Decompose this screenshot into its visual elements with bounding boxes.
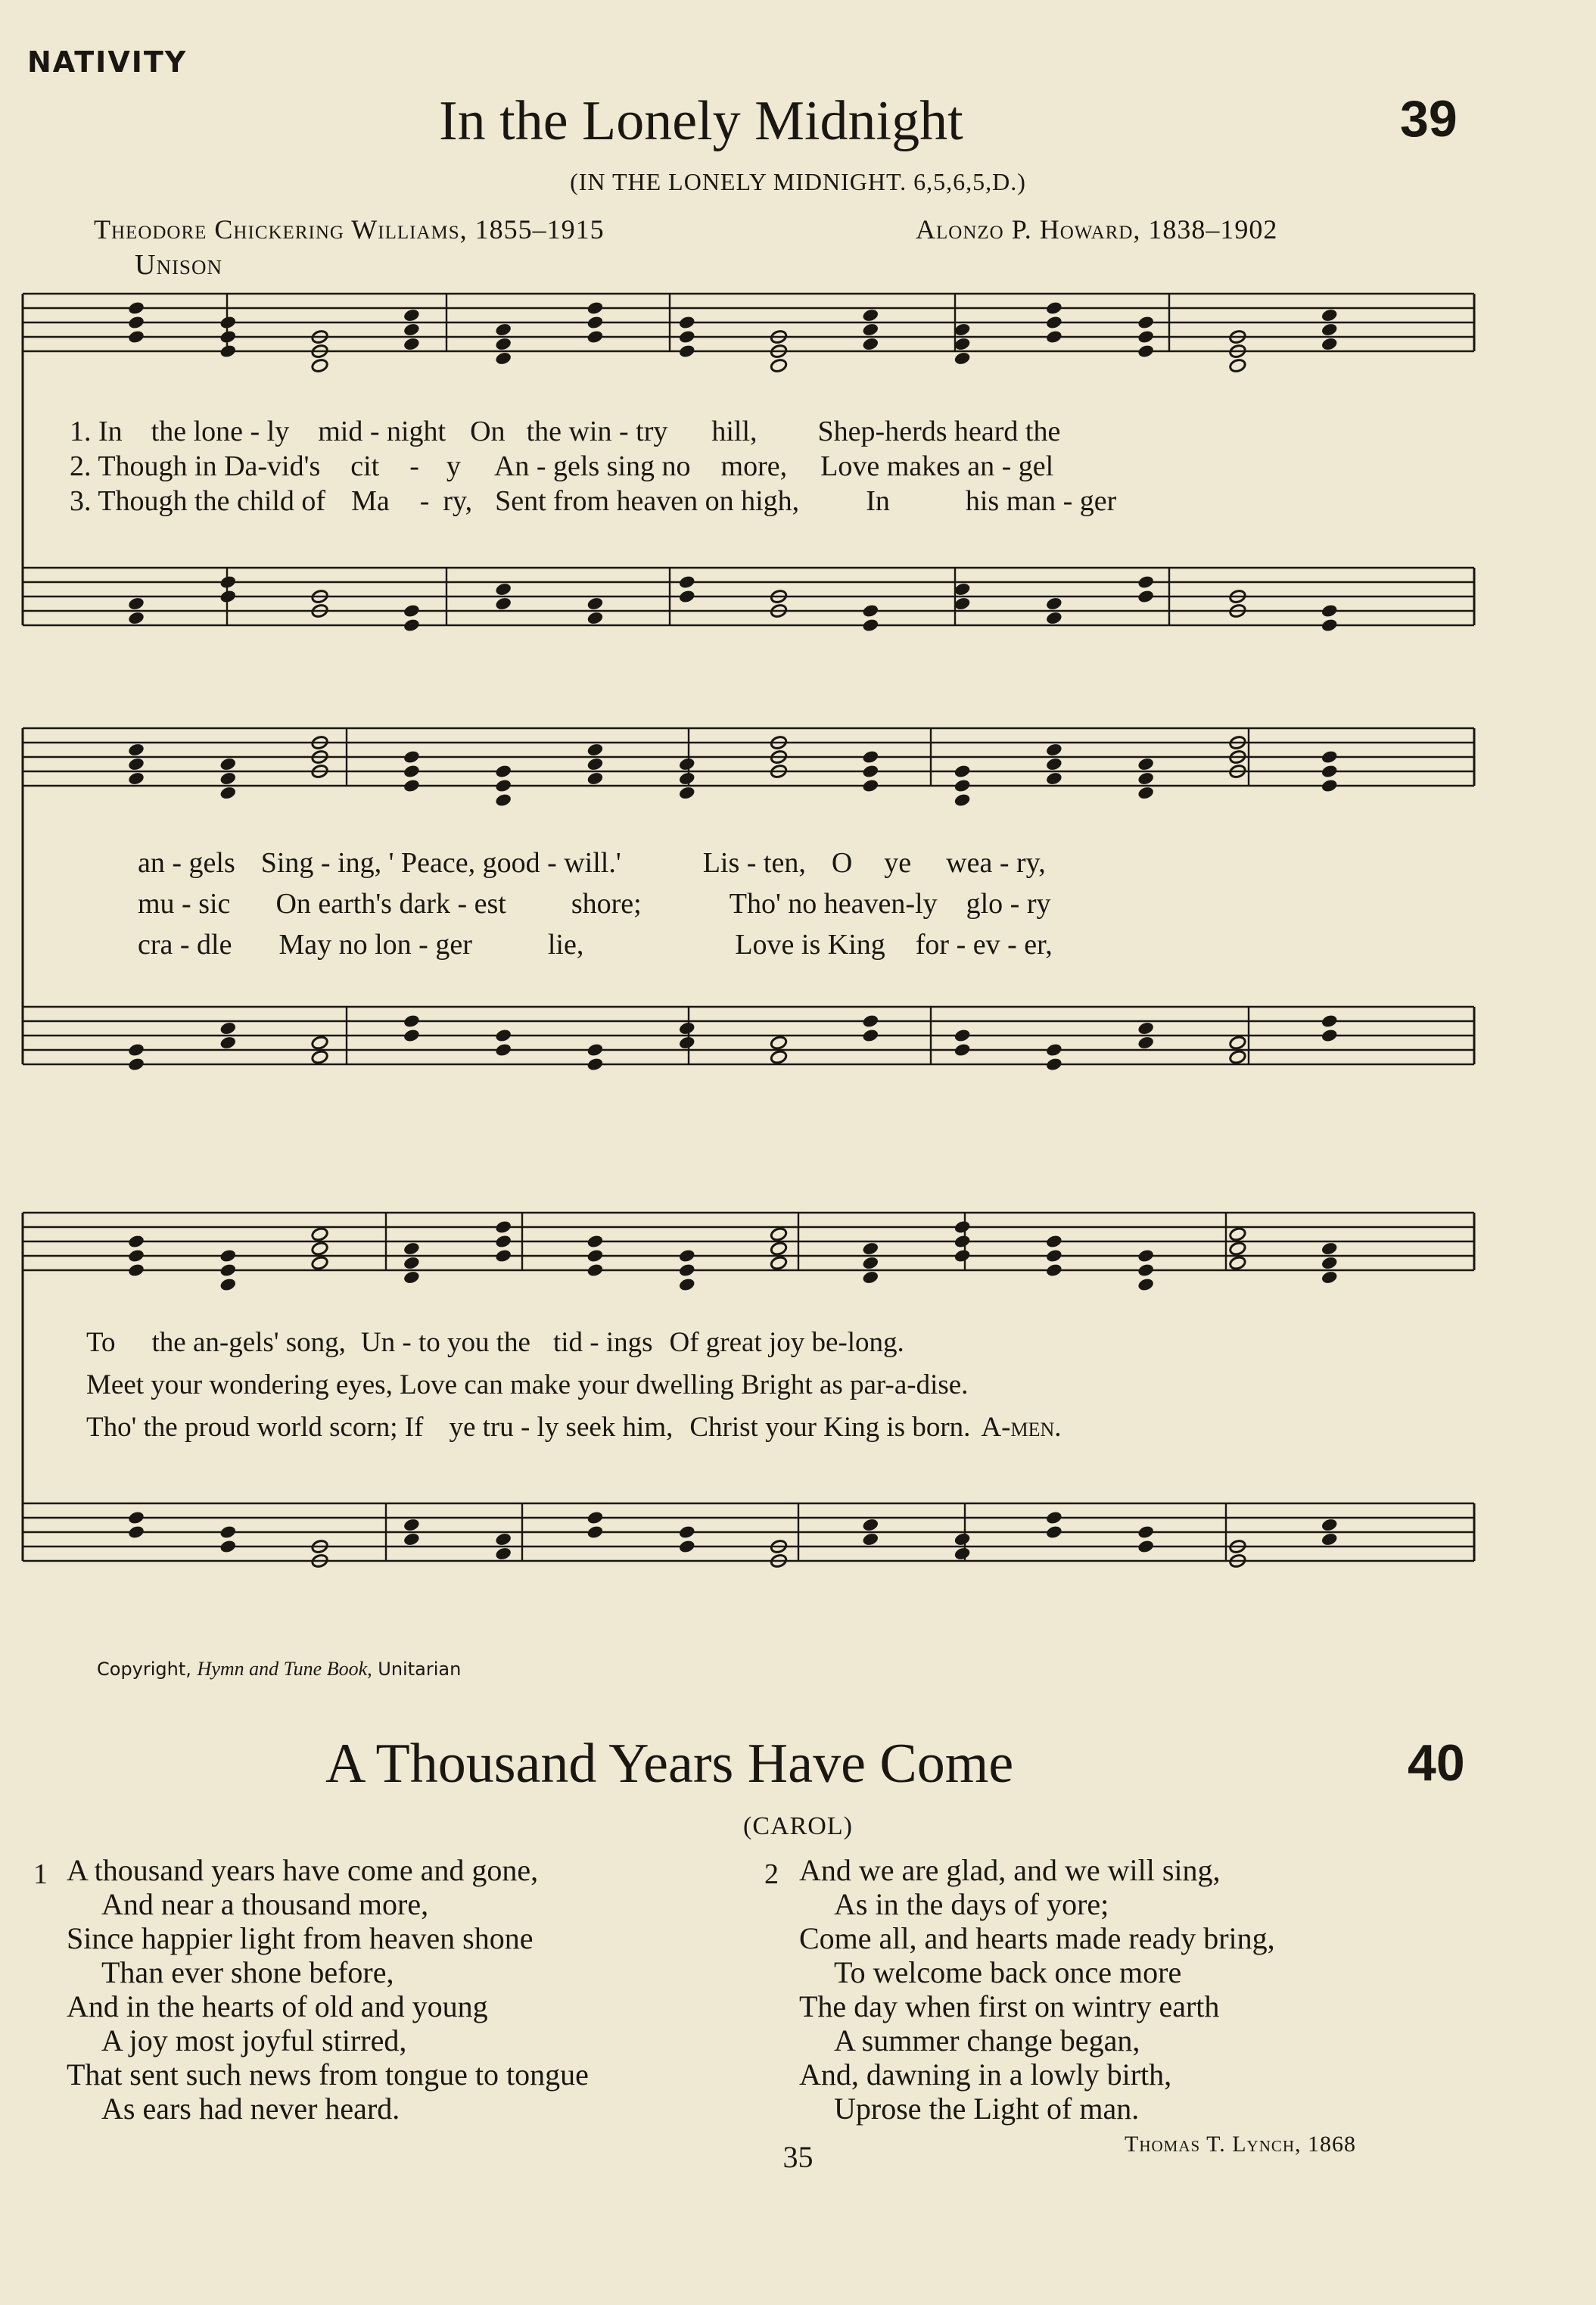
lyric-s2-v3: cra - dle May no lon - ger lie, Love is King for - ev - er, xyxy=(138,929,1053,961)
lyric-s3-v3: Tho' the proud world scorn; If ye tru - ly seek him, Christ your King is born. A-men. xyxy=(86,1412,1062,1443)
hymn-39-title: In the Lonely Midnight xyxy=(439,90,963,152)
section-label: NATIVITY xyxy=(27,45,188,79)
lyric-s1-v2: 2. Though in Da-vid's cit - y An - gels sing no more, Love makes an - gel xyxy=(70,450,1054,482)
stanza-2: And we are glad, and we will sing, As in the days of yore; Come all, and hearts made ready bring, To welcome back once more The day when first on wintry earth A summer change began, And, dawning in a lowly birth, Uprose the Light of man. xyxy=(799,1853,1275,2126)
music-composer: Alonzo P. Howard, 1838–1902 xyxy=(916,214,1278,245)
lyric-s3-v1: To the an-gels' song, Un - to you the tid - ings Of great joy be-long. xyxy=(86,1327,904,1358)
copyright-note: Copyright, Hymn and Tune Book, Unitarian xyxy=(97,1658,462,1680)
unison-direction: Unison xyxy=(135,249,222,281)
text-author: Theodore Chickering Williams, 1855–1915 xyxy=(94,214,605,245)
page-number: 35 xyxy=(782,2140,814,2174)
stanza-2-number: 2 xyxy=(764,1858,779,1890)
hymn-40-subtitle: (CAROL) xyxy=(743,1812,853,1840)
lyric-s2-v2: mu - sic On earth's dark - est shore; Tho' no heaven-ly glo - ry xyxy=(138,888,1051,920)
tune-name: (IN THE LONELY MIDNIGHT. 6,5,6,5,D.) xyxy=(570,168,1026,195)
hymn-40-number: 40 xyxy=(1408,1734,1465,1792)
stanza-1: A thousand years have come and gone, And near a thousand more, Since happier light from heaven shone Than ever shone before, And in the hearts of old and young A joy most joyful stirred, That sent such news from tongue to tongue As ears had never heard. xyxy=(67,1853,589,2126)
lyric-s1-v1: 1. In the lone - ly mid - night On the win - try hill, Shep-herds heard the xyxy=(70,416,1061,447)
lyric-s1-v3: 3. Though the child of Ma - ry, Sent from heaven on high, In his man - ger xyxy=(70,485,1117,517)
lyric-s2-v1: an - gels Sing - ing, ' Peace, good - will.' Lis - ten, O ye wea - ry, xyxy=(138,847,1046,879)
stanza-1-number: 1 xyxy=(33,1858,48,1890)
lyric-s3-v2: Meet your wondering eyes, Love can make your dwelling Bright as par-a-dise. xyxy=(86,1369,969,1400)
hymn-39-number: 39 xyxy=(1400,90,1458,148)
hymn-40-author: Thomas T. Lynch, 1868 xyxy=(1125,2132,1357,2157)
hymn-40-title: A Thousand Years Have Come xyxy=(325,1733,1014,1795)
